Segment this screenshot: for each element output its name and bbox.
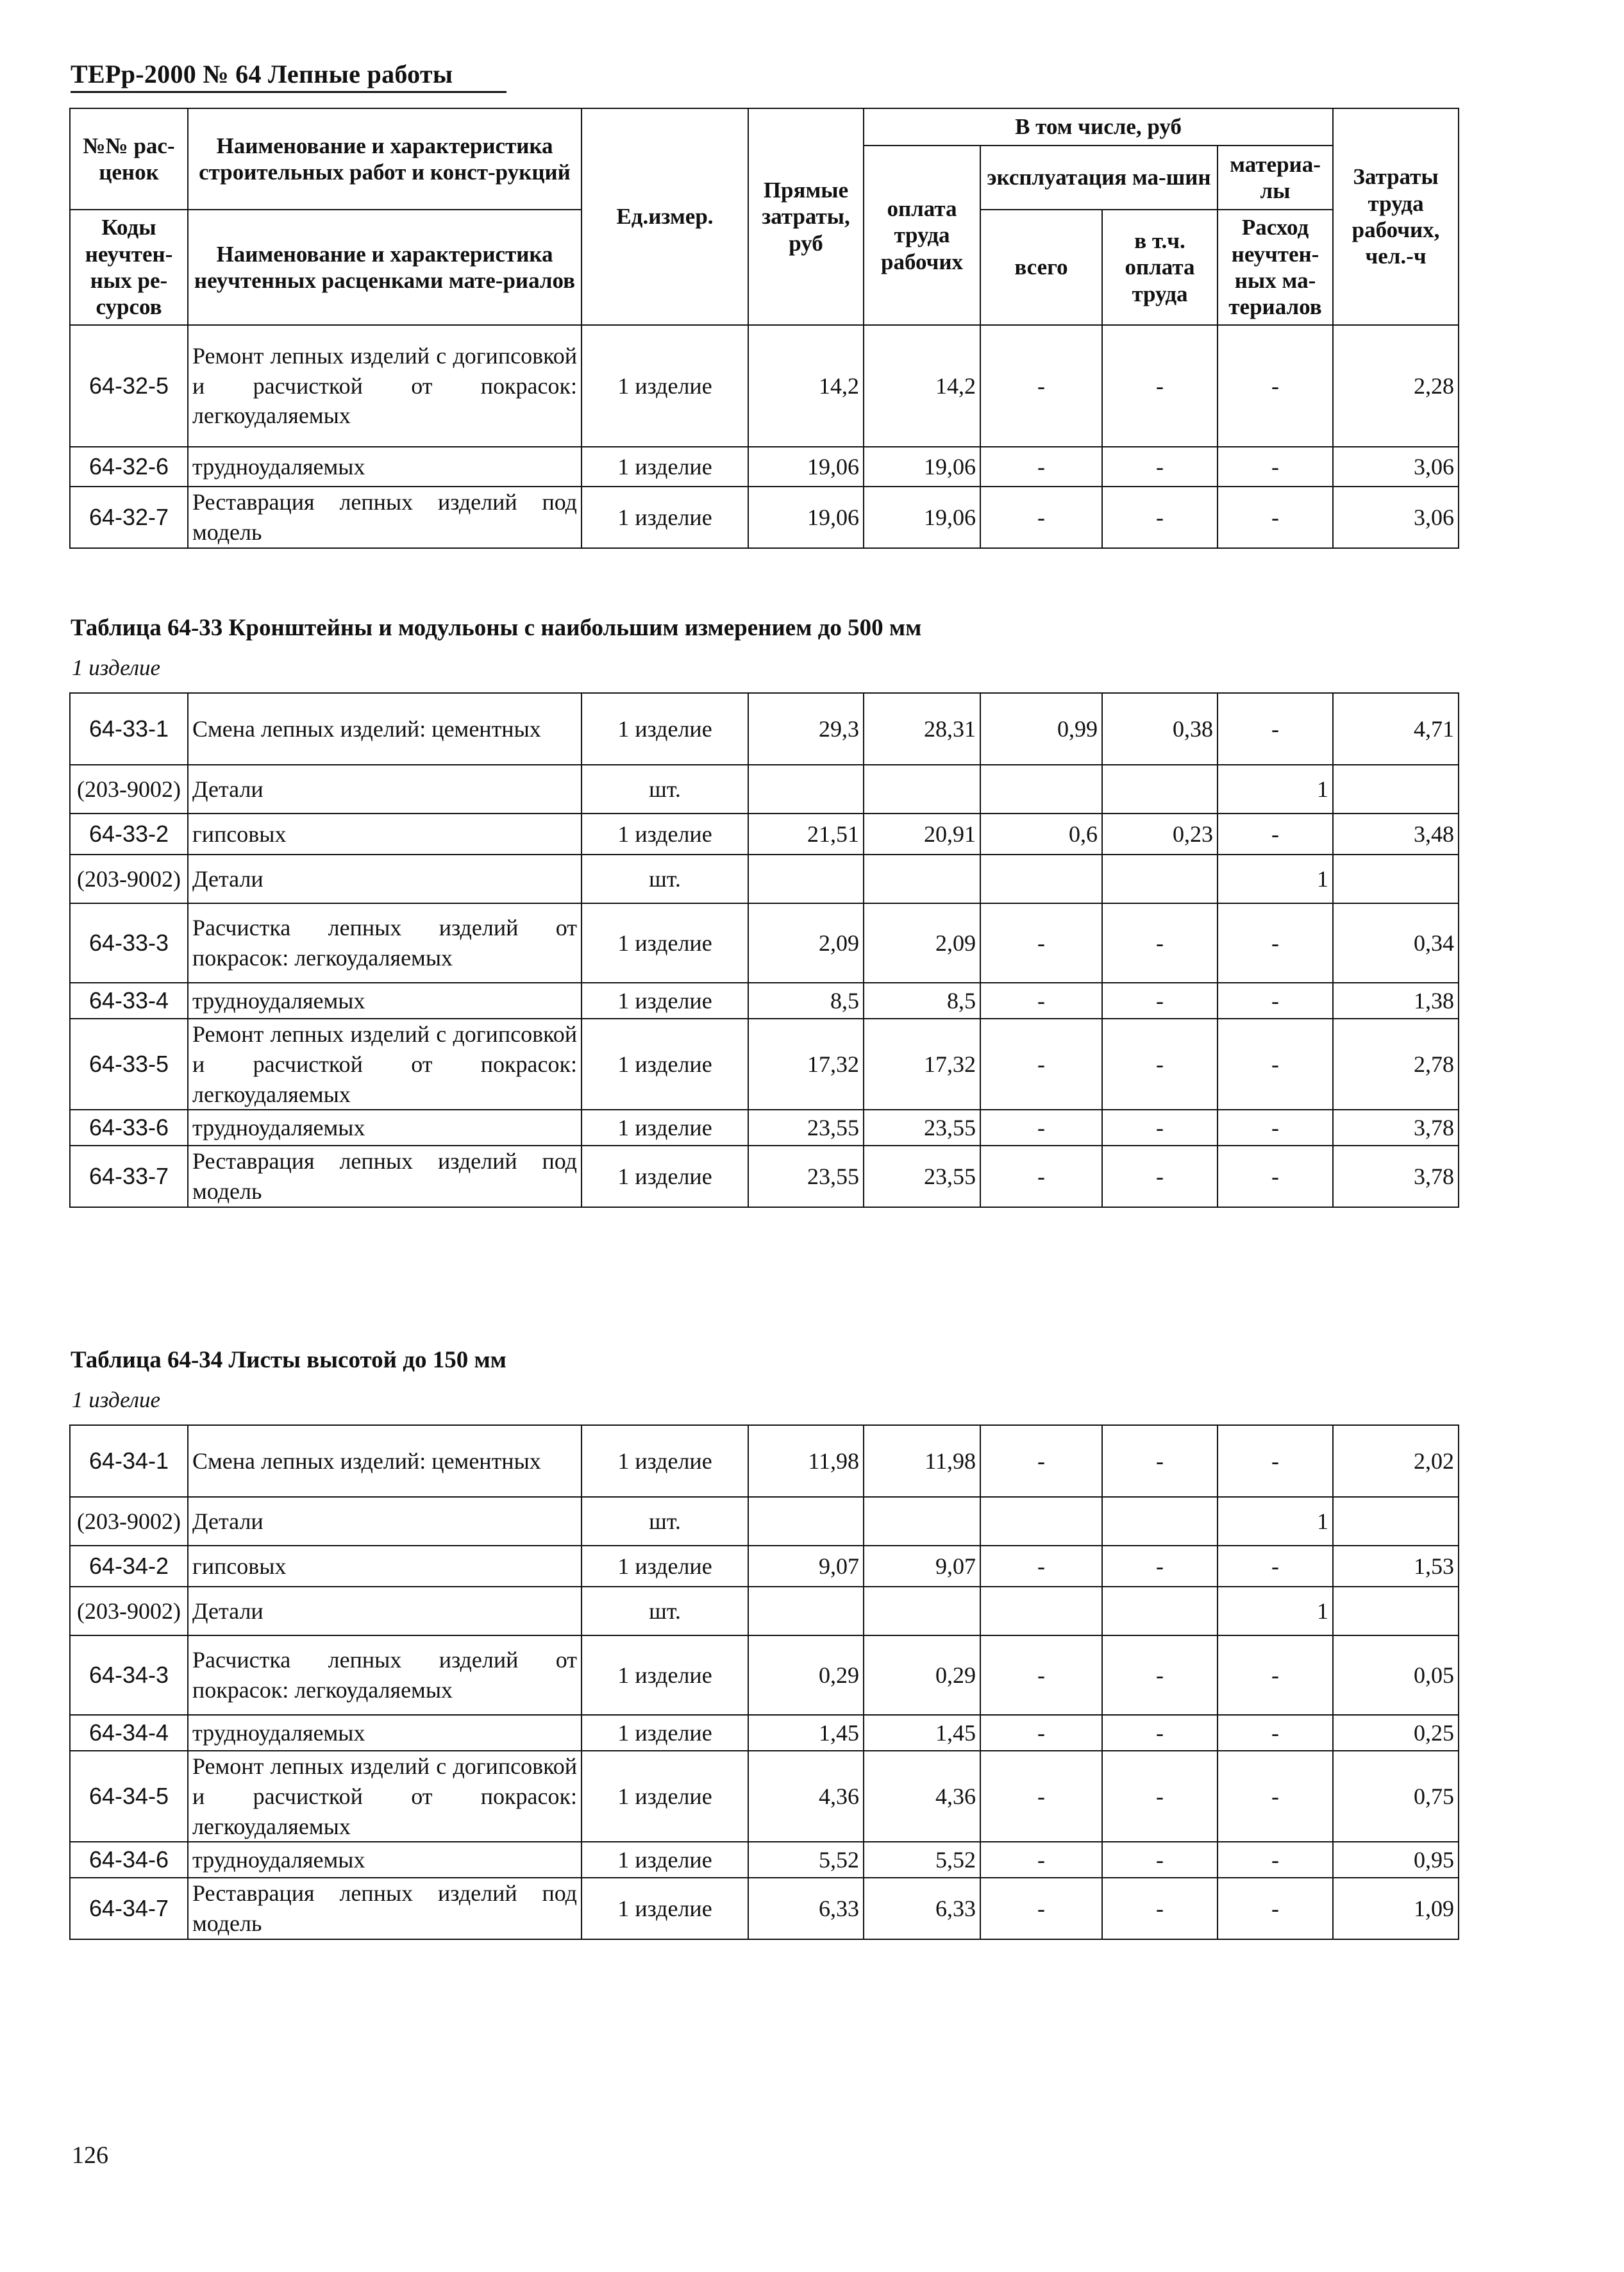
machines-labor-pay: - (1102, 1715, 1218, 1751)
labor-pay: 1,45 (864, 1715, 980, 1751)
machines-labor-pay: - (1102, 903, 1218, 983)
rate-row (70, 1110, 1459, 1146)
unit-of-measure: 1 изделие (582, 447, 748, 487)
labor-pay: 4,36 (864, 1751, 980, 1842)
machines-total: - (980, 487, 1102, 548)
rate-code: 64-33-4 (70, 983, 188, 1019)
empty-cell (1102, 855, 1218, 903)
machines-labor-pay: - (1102, 487, 1218, 548)
resource-name: Детали (188, 1587, 582, 1635)
machines-labor-pay: 0,23 (1102, 814, 1218, 855)
direct-costs: 5,52 (748, 1842, 864, 1878)
group-materials: материа-лы (1218, 146, 1333, 210)
col-name-top: Наименование и характеристика строительных работ и конст-рукций (188, 108, 582, 210)
resource-code: (203-9002) (70, 1497, 188, 1546)
work-name: Реставрация лепных изделий под модель (188, 1146, 582, 1207)
table-head (70, 108, 1459, 325)
rate-row (70, 1751, 1459, 1842)
rate-row (70, 693, 1459, 765)
work-name: Ремонт лепных изделий с догипсовкой и расчисткой от покрасок: легкоудаляемых (188, 325, 582, 447)
machines-labor-pay: - (1102, 325, 1218, 447)
col-code-bottom: Коды неучтен-ных ре-сурсов (70, 210, 188, 325)
labor-hours: 2,02 (1333, 1425, 1459, 1497)
resource-unit: шт. (582, 855, 748, 903)
machines-total: - (980, 1110, 1102, 1146)
rate-code: 64-34-7 (70, 1878, 188, 1939)
header-underline (71, 91, 506, 93)
labor-hours: 2,78 (1333, 1019, 1459, 1110)
empty-cell (1333, 1497, 1459, 1546)
labor-hours: 0,95 (1333, 1842, 1459, 1878)
labor-hours: 0,34 (1333, 903, 1459, 983)
rate-code: 64-34-1 (70, 1425, 188, 1497)
direct-costs: 8,5 (748, 983, 864, 1019)
machines-total: - (980, 983, 1102, 1019)
machines-labor-pay: - (1102, 1146, 1218, 1207)
labor-hours: 4,71 (1333, 693, 1459, 765)
col-machines-total: всего (980, 210, 1102, 325)
machines-total: - (980, 447, 1102, 487)
rate-code: 64-34-6 (70, 1842, 188, 1878)
resource-row (70, 1497, 1459, 1546)
col-labor-hours: Затраты труда рабочих, чел.-ч (1333, 108, 1459, 325)
unit-of-measure: 1 изделие (582, 1751, 748, 1842)
machines-total: - (980, 1751, 1102, 1842)
labor-hours: 3,78 (1333, 1110, 1459, 1146)
empty-cell (980, 765, 1102, 814)
work-name: Ремонт лепных изделий с догипсовкой и расчисткой от покрасок: легкоудаляемых (188, 1019, 582, 1110)
rate-row (70, 1146, 1459, 1207)
machines-total: - (980, 1546, 1102, 1587)
resource-row (70, 1587, 1459, 1635)
rate-row (70, 1635, 1459, 1715)
resource-name: Детали (188, 1497, 582, 1546)
resource-name: Детали (188, 765, 582, 814)
labor-pay: 11,98 (864, 1425, 980, 1497)
unit-of-measure: 1 изделие (582, 983, 748, 1019)
rate-code: 64-33-2 (70, 814, 188, 855)
col-labor-pay: оплата труда рабочих (864, 146, 980, 325)
rate-code: 64-33-7 (70, 1146, 188, 1207)
rates-table-64-34 (69, 1424, 1459, 1940)
rate-row (70, 447, 1459, 487)
machines-total: - (980, 1019, 1102, 1110)
materials-unaccounted: - (1218, 487, 1333, 548)
resource-code: (203-9002) (70, 1587, 188, 1635)
machines-total: - (980, 325, 1102, 447)
direct-costs: 0,29 (748, 1635, 864, 1715)
machines-total: - (980, 1842, 1102, 1878)
rate-row (70, 1546, 1459, 1587)
empty-cell (1333, 1587, 1459, 1635)
rate-row (70, 814, 1459, 855)
work-name: Расчистка лепных изделий от покрасок: легкоудаляемых (188, 903, 582, 983)
machines-labor-pay: 0,38 (1102, 693, 1218, 765)
empty-cell (748, 765, 864, 814)
direct-costs: 21,51 (748, 814, 864, 855)
unit-of-measure: 1 изделие (582, 814, 748, 855)
machines-total: - (980, 1878, 1102, 1939)
labor-pay: 19,06 (864, 487, 980, 548)
empty-cell (864, 765, 980, 814)
table-64-34-body (70, 1425, 1459, 1939)
labor-pay: 8,5 (864, 983, 980, 1019)
labor-pay: 17,32 (864, 1019, 980, 1110)
materials-unaccounted: - (1218, 814, 1333, 855)
empty-cell (1333, 765, 1459, 814)
direct-costs: 17,32 (748, 1019, 864, 1110)
empty-cell (980, 1497, 1102, 1546)
empty-cell (748, 1587, 864, 1635)
rate-code: 64-34-5 (70, 1751, 188, 1842)
unit-of-measure: 1 изделие (582, 693, 748, 765)
labor-hours: 1,09 (1333, 1878, 1459, 1939)
empty-cell (748, 855, 864, 903)
empty-cell (748, 1497, 864, 1546)
labor-hours: 1,38 (1333, 983, 1459, 1019)
unit-of-measure: 1 изделие (582, 1842, 748, 1878)
labor-hours: 2,28 (1333, 325, 1459, 447)
materials-unaccounted: - (1218, 1751, 1333, 1842)
rate-row (70, 487, 1459, 548)
work-name: Расчистка лепных изделий от покрасок: легкоудаляемых (188, 1635, 582, 1715)
labor-pay: 2,09 (864, 903, 980, 983)
labor-pay: 20,91 (864, 814, 980, 855)
col-name-bottom: Наименование и характеристика неучтенных расценками мате-риалов (188, 210, 582, 325)
rate-row (70, 903, 1459, 983)
work-name: трудноудаляемых (188, 983, 582, 1019)
empty-cell (1102, 765, 1218, 814)
direct-costs: 2,09 (748, 903, 864, 983)
empty-cell (1102, 1587, 1218, 1635)
labor-hours: 3,78 (1333, 1146, 1459, 1207)
work-name: Реставрация лепных изделий под модель (188, 487, 582, 548)
direct-costs: 6,33 (748, 1878, 864, 1939)
materials-unaccounted: - (1218, 447, 1333, 487)
table-64-34-title: Таблица 64-34 Листы высотой до 150 мм (71, 1347, 506, 1373)
empty-cell (864, 1587, 980, 1635)
direct-costs: 19,06 (748, 447, 864, 487)
materials-unaccounted: - (1218, 983, 1333, 1019)
machines-labor-pay: - (1102, 1878, 1218, 1939)
unit-of-measure: 1 изделие (582, 1425, 748, 1497)
machines-labor-pay: - (1102, 1110, 1218, 1146)
rate-row (70, 1019, 1459, 1110)
resource-unit: шт. (582, 765, 748, 814)
resource-unit: шт. (582, 1587, 748, 1635)
table-64-34-unit-note: 1 изделие (72, 1387, 161, 1412)
materials-unaccounted: - (1218, 693, 1333, 765)
labor-hours: 3,48 (1333, 814, 1459, 855)
rate-row (70, 1425, 1459, 1497)
work-name: трудноудаляемых (188, 1715, 582, 1751)
rate-code: 64-33-1 (70, 693, 188, 765)
empty-cell (980, 855, 1102, 903)
resource-row (70, 765, 1459, 814)
resource-quantity: 1 (1218, 855, 1333, 903)
rate-row (70, 983, 1459, 1019)
page-number: 126 (72, 2142, 108, 2169)
labor-hours: 3,06 (1333, 487, 1459, 548)
group-including: В том числе, руб (864, 108, 1333, 146)
direct-costs: 23,55 (748, 1146, 864, 1207)
unit-of-measure: 1 изделие (582, 487, 748, 548)
empty-cell (1102, 1497, 1218, 1546)
table-64-33-body (70, 693, 1459, 1207)
work-name: Реставрация лепных изделий под модель (188, 1878, 582, 1939)
unit-of-measure: 1 изделие (582, 903, 748, 983)
materials-unaccounted: - (1218, 1425, 1333, 1497)
unit-of-measure: 1 изделие (582, 325, 748, 447)
rate-code: 64-34-4 (70, 1715, 188, 1751)
labor-pay: 14,2 (864, 325, 980, 447)
machines-total: - (980, 1146, 1102, 1207)
unit-of-measure: 1 изделие (582, 1715, 748, 1751)
col-direct-costs: Прямые затраты, руб (748, 108, 864, 325)
empty-cell (980, 1587, 1102, 1635)
rate-code: 64-32-7 (70, 487, 188, 548)
machines-labor-pay: - (1102, 1019, 1218, 1110)
rate-code: 64-32-6 (70, 447, 188, 487)
materials-unaccounted: - (1218, 903, 1333, 983)
resource-quantity: 1 (1218, 1497, 1333, 1546)
direct-costs: 14,2 (748, 325, 864, 447)
rates-table-64-32 (69, 108, 1459, 549)
materials-unaccounted: - (1218, 1715, 1333, 1751)
table-64-33-unit-note: 1 изделие (72, 655, 161, 680)
machines-total: - (980, 903, 1102, 983)
work-name: гипсовых (188, 814, 582, 855)
unit-of-measure: 1 изделие (582, 1878, 748, 1939)
rate-code: 64-34-2 (70, 1546, 188, 1587)
direct-costs: 11,98 (748, 1425, 864, 1497)
machines-labor-pay: - (1102, 447, 1218, 487)
rate-code: 64-33-3 (70, 903, 188, 983)
unit-of-measure: 1 изделие (582, 1146, 748, 1207)
work-name: трудноудаляемых (188, 1110, 582, 1146)
labor-hours: 1,53 (1333, 1546, 1459, 1587)
table-64-33-title: Таблица 64-33 Кронштейны и модульоны с наибольшим измерением до 500 мм (71, 615, 922, 641)
labor-pay: 0,29 (864, 1635, 980, 1715)
materials-unaccounted: - (1218, 325, 1333, 447)
unit-of-measure: 1 изделие (582, 1019, 748, 1110)
rate-row (70, 1842, 1459, 1878)
resource-unit: шт. (582, 1497, 748, 1546)
machines-total: - (980, 1425, 1102, 1497)
work-name: Смена лепных изделий: цементных (188, 693, 582, 765)
machines-total: 0,6 (980, 814, 1102, 855)
labor-pay: 23,55 (864, 1146, 980, 1207)
labor-pay: 9,07 (864, 1546, 980, 1587)
rate-code: 64-33-5 (70, 1019, 188, 1110)
work-name: трудноудаляемых (188, 447, 582, 487)
labor-pay: 5,52 (864, 1842, 980, 1878)
labor-pay: 23,55 (864, 1110, 980, 1146)
page-header-title: ТЕРр-2000 № 64 Лепные работы (71, 60, 453, 88)
work-name: гипсовых (188, 1546, 582, 1587)
col-code-top: №№ рас-ценок (70, 108, 188, 210)
materials-unaccounted: - (1218, 1878, 1333, 1939)
work-name: трудноудаляемых (188, 1842, 582, 1878)
rate-code: 64-32-5 (70, 325, 188, 447)
machines-labor-pay: - (1102, 1425, 1218, 1497)
rate-row (70, 325, 1459, 447)
materials-unaccounted: - (1218, 1546, 1333, 1587)
direct-costs: 4,36 (748, 1751, 864, 1842)
labor-hours: 0,05 (1333, 1635, 1459, 1715)
rate-row (70, 1715, 1459, 1751)
work-name: Смена лепных изделий: цементных (188, 1425, 582, 1497)
materials-unaccounted: - (1218, 1019, 1333, 1110)
labor-pay: 6,33 (864, 1878, 980, 1939)
rate-row (70, 1878, 1459, 1939)
resource-name: Детали (188, 855, 582, 903)
materials-unaccounted: - (1218, 1635, 1333, 1715)
unit-of-measure: 1 изделие (582, 1110, 748, 1146)
resource-row (70, 855, 1459, 903)
machines-labor-pay: - (1102, 1546, 1218, 1587)
materials-unaccounted: - (1218, 1842, 1333, 1878)
empty-cell (864, 1497, 980, 1546)
labor-hours: 0,25 (1333, 1715, 1459, 1751)
direct-costs: 1,45 (748, 1715, 864, 1751)
resource-code: (203-9002) (70, 765, 188, 814)
resource-quantity: 1 (1218, 765, 1333, 814)
col-materials-unaccounted: Расход неучтен-ных ма-териалов (1218, 210, 1333, 325)
machines-labor-pay: - (1102, 1751, 1218, 1842)
machines-labor-pay: - (1102, 1842, 1218, 1878)
direct-costs: 19,06 (748, 487, 864, 548)
direct-costs: 9,07 (748, 1546, 864, 1587)
machines-total: - (980, 1635, 1102, 1715)
rates-table-64-33 (69, 692, 1459, 1208)
labor-hours: 0,75 (1333, 1751, 1459, 1842)
group-machines: эксплуатация ма-шин (980, 146, 1218, 210)
machines-labor-pay: - (1102, 1635, 1218, 1715)
resource-quantity: 1 (1218, 1587, 1333, 1635)
machines-labor-pay: - (1102, 983, 1218, 1019)
unit-of-measure: 1 изделие (582, 1546, 748, 1587)
rate-code: 64-34-3 (70, 1635, 188, 1715)
unit-of-measure: 1 изделие (582, 1635, 748, 1715)
resource-code: (203-9002) (70, 855, 188, 903)
machines-total: - (980, 1715, 1102, 1751)
labor-hours: 3,06 (1333, 447, 1459, 487)
col-unit: Ед.измер. (582, 108, 748, 325)
rate-code: 64-33-6 (70, 1110, 188, 1146)
empty-cell (864, 855, 980, 903)
labor-pay: 19,06 (864, 447, 980, 487)
machines-total: 0,99 (980, 693, 1102, 765)
direct-costs: 29,3 (748, 693, 864, 765)
materials-unaccounted: - (1218, 1110, 1333, 1146)
materials-unaccounted: - (1218, 1146, 1333, 1207)
table-64-32-body (70, 325, 1459, 548)
labor-pay: 28,31 (864, 693, 980, 765)
empty-cell (1333, 855, 1459, 903)
work-name: Ремонт лепных изделий с догипсовкой и расчисткой от покрасок: легкоудаляемых (188, 1751, 582, 1842)
direct-costs: 23,55 (748, 1110, 864, 1146)
col-machines-pay: в т.ч. оплата труда (1102, 210, 1218, 325)
